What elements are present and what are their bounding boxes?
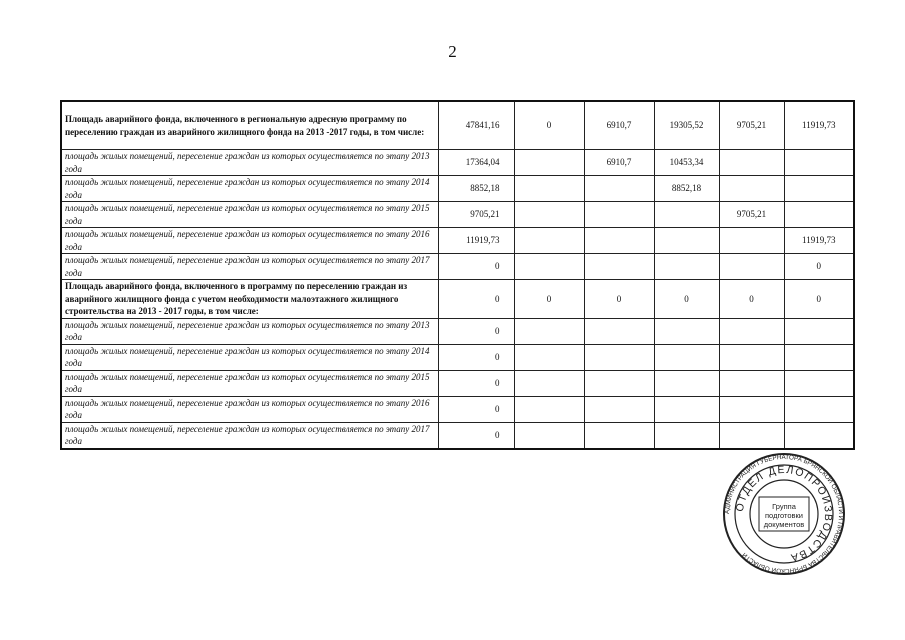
row-label: площадь жилых помещений, переселение граждан из которых осуществляется по этапу 2017 года [61,422,438,449]
cell-c2014: 0 [654,280,719,319]
cell-c2013: 6910,7 [584,150,654,176]
cell-c2012: 0 [514,280,584,319]
table-row [61,318,854,344]
cell-c2016 [784,396,854,422]
row-label: площадь жилых помещений, переселение граждан из которых осуществляется по этапу 2015 года [61,370,438,396]
cell-total: 0 [438,254,514,280]
cell-c2015 [719,228,784,254]
cell-c2012 [514,254,584,280]
row-label: площадь жилых помещений, переселение граждан из которых осуществляется по этапу 2014 года [61,176,438,202]
table-row [61,344,854,370]
table-row [61,150,854,176]
cell-c2016 [784,344,854,370]
row-label: площадь жилых помещений, переселение граждан из которых осуществляется по этапу 2013 года [61,150,438,176]
cell-total: 0 [438,318,514,344]
table-row [61,280,854,319]
cell-c2016: 11919,73 [784,101,854,150]
cell-c2012 [514,422,584,449]
cell-c2012 [514,150,584,176]
stamp-ring-text: ОТДЕЛ ДЕЛОПРОИЗВОДСТВА [733,463,835,564]
cell-c2015: 9705,21 [719,101,784,150]
cell-total: 0 [438,280,514,319]
cell-c2013 [584,370,654,396]
cell-c2014 [654,422,719,449]
cell-c2016 [784,202,854,228]
cell-total: 47841,16 [438,101,514,150]
cell-c2012 [514,176,584,202]
cell-c2014 [654,254,719,280]
cell-c2015 [719,176,784,202]
cell-c2016 [784,370,854,396]
cell-c2012 [514,396,584,422]
cell-c2012 [514,318,584,344]
cell-c2013 [584,254,654,280]
row-label: площадь жилых помещений, переселение граждан из которых осуществляется по этапу 2016 года [61,228,438,254]
table-row [61,176,854,202]
cell-c2015 [719,318,784,344]
cell-c2013: 6910,7 [584,101,654,150]
row-label: площадь жилых помещений, переселение граждан из которых осуществляется по этапу 2017 года [61,254,438,280]
table-row [61,396,854,422]
row-label: площадь жилых помещений, переселение граждан из которых осуществляется по этапу 2014 года [61,344,438,370]
cell-total: 0 [438,396,514,422]
cell-c2015: 9705,21 [719,202,784,228]
cell-c2013: 0 [584,280,654,319]
stamp-center-line-2: подготовки [765,511,803,520]
cell-total: 0 [438,370,514,396]
cell-c2014 [654,344,719,370]
cell-c2013 [584,228,654,254]
row-label: площадь жилых помещений, переселение граждан из которых осуществляется по этапу 2016 года [61,396,438,422]
cell-c2015 [719,150,784,176]
cell-c2016 [784,176,854,202]
cell-c2012: 0 [514,101,584,150]
cell-c2015 [719,370,784,396]
page-number: 2 [448,42,457,61]
cell-c2012 [514,344,584,370]
cell-total: 11919,73 [438,228,514,254]
cell-c2014: 10453,34 [654,150,719,176]
cell-c2015 [719,396,784,422]
cell-c2014 [654,396,719,422]
table-row [61,422,854,449]
row-label: площадь жилых помещений, переселение граждан из которых осуществляется по этапу 2013 года [61,318,438,344]
cell-c2015 [719,422,784,449]
row-label: площадь жилых помещений, переселение граждан из которых осуществляется по этапу 2015 года [61,202,438,228]
cell-c2016 [784,318,854,344]
cell-c2014: 8852,18 [654,176,719,202]
cell-total: 0 [438,422,514,449]
cell-c2014 [654,318,719,344]
cell-c2016 [784,422,854,449]
cell-c2013 [584,176,654,202]
cell-c2014 [654,370,719,396]
office-stamp [722,452,846,576]
cell-c2013 [584,202,654,228]
cell-c2013 [584,344,654,370]
cell-total: 17364,04 [438,150,514,176]
row-label: Площадь аварийного фонда, включенного в программу по переселению граждан из аварийного жилищного фонда с учетом необходимости малоэтажного жилищного строительства на 2013 - 2017 годы, в том числе: [61,280,438,319]
cell-c2014 [654,202,719,228]
cell-c2016: 11919,73 [784,228,854,254]
table-body [61,101,854,449]
table-row [61,254,854,280]
cell-c2012 [514,370,584,396]
table-row [61,370,854,396]
cell-c2012 [514,202,584,228]
cell-total: 0 [438,344,514,370]
cell-c2015: 0 [719,280,784,319]
cell-c2014: 19305,52 [654,101,719,150]
cell-c2013 [584,318,654,344]
housing-area-table [60,100,855,450]
stamp-outer-text: АДМИНИСТРАЦИЯ ГУБЕРНАТОРА БРЯНСКОЙ ОБЛАСТИ И ПРАВИТЕЛЬСТВА БРЯНСКОЙ ОБЛАСТИ [723,453,845,575]
cell-c2013 [584,396,654,422]
cell-c2015 [719,254,784,280]
cell-c2013 [584,422,654,449]
cell-c2016: 0 [784,280,854,319]
cell-c2015 [719,344,784,370]
table-row [61,101,854,150]
table-row [61,228,854,254]
cell-c2016 [784,150,854,176]
stamp-center-line-1: Группа [772,502,796,511]
stamp-center-line-3: документов [763,520,805,529]
stamp-seal-graphic [722,452,846,576]
table-row [61,202,854,228]
cell-c2016: 0 [784,254,854,280]
cell-total: 9705,21 [438,202,514,228]
cell-c2014 [654,228,719,254]
row-label: Площадь аварийного фонда, включенного в региональную адресную программу по переселению граждан из аварийного жилищного фонда на 2013 -2017 годы, в том числе: [61,101,438,150]
cell-total: 8852,18 [438,176,514,202]
cell-c2012 [514,228,584,254]
